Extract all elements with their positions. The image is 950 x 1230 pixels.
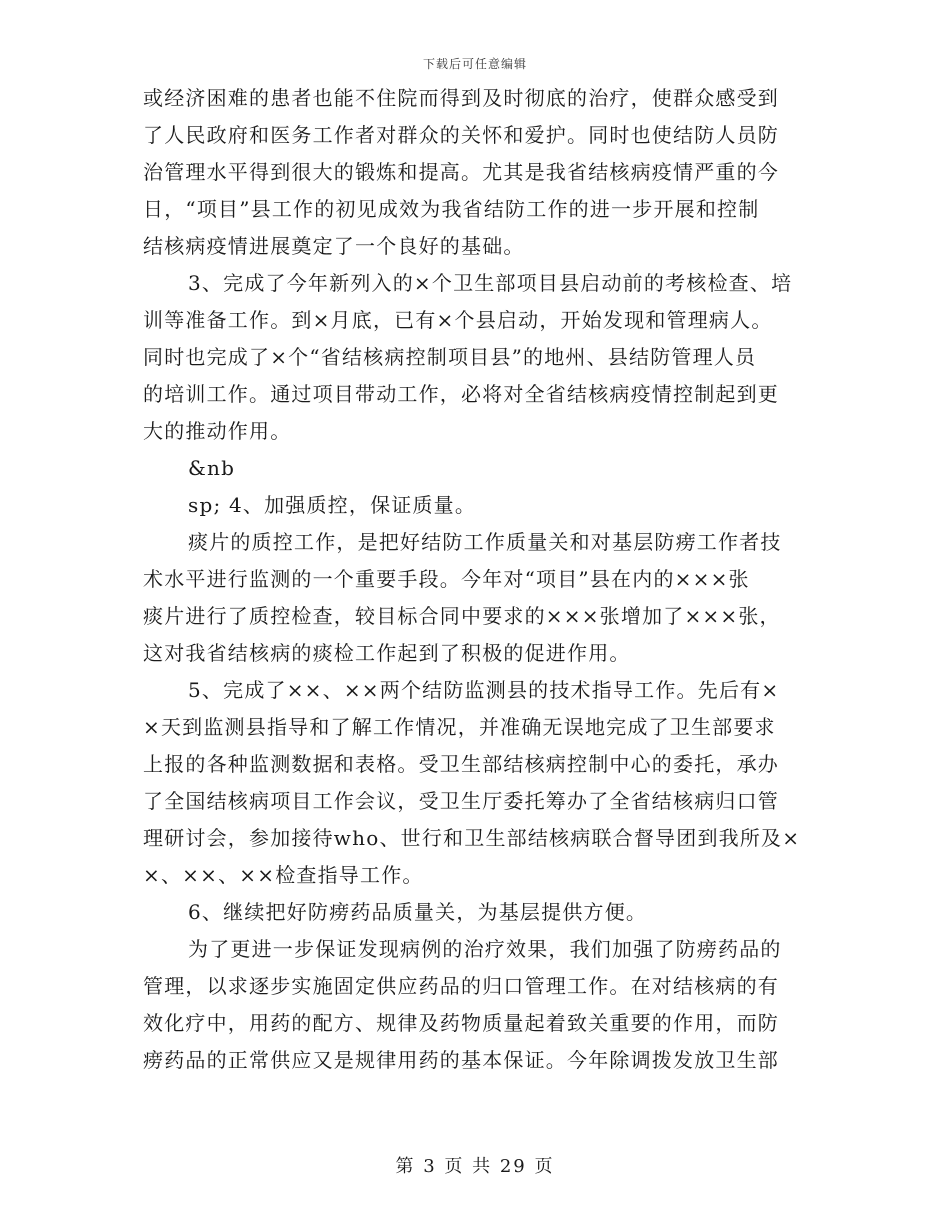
text-line: 6、继续把好防痨药品质量关，为基层提供方便。 xyxy=(188,900,648,924)
text-line: 痰片的质控工作，是把好结防工作质量关和对基层防痨工作者技 xyxy=(188,530,782,554)
text-line: 结核病疫情进展奠定了一个良好的基础。 xyxy=(143,234,525,258)
text-line: 同时也完成了×个“省结核病控制项目县”的地州、县结防管理人员 xyxy=(143,345,757,369)
text-line: 上报的各种监测数据和表格。受卫生部结核病控制中心的委托，承办 xyxy=(143,752,779,776)
text-line: 或经济困难的患者也能不住院而得到及时彻底的治疗，使群众感受到 xyxy=(143,86,779,110)
text-line: 术水平进行监测的一个重要手段。今年对“项目”县在内的×××张 xyxy=(143,567,750,591)
text-line: 了全国结核病项目工作会议，受卫生厅委托筹办了全省结核病归口管 xyxy=(143,789,779,813)
text-line: 大的推动作用。 xyxy=(143,419,292,443)
text-line: 这对我省结核病的痰检工作起到了积极的促进作用。 xyxy=(143,641,631,665)
text-line: 日，“项目”县工作的初见成效为我省结防工作的进一步开展和控制 xyxy=(143,197,760,221)
text-line: 为了更进一步保证发现病例的治疗效果，我们加强了防痨药品的 xyxy=(188,937,782,961)
text-line: 的培训工作。通过项目带动工作，必将对全省结核病疫情控制起到更 xyxy=(143,382,779,406)
text-line: 5、完成了××、××两个结防监测县的技术指导工作。先后有× xyxy=(188,678,780,702)
page-header: 下载后可任意编辑 xyxy=(422,57,527,71)
text-line: 了人民政府和医务工作者对群众的关怀和爱护。同时也使结防人员防 xyxy=(143,123,779,147)
text-line: 3、完成了今年新列入的×个卫生部项目县启动前的考核检查、培 xyxy=(188,271,793,295)
text-line: 痰片进行了质控检查，较目标合同中要求的×××张增加了×××张， xyxy=(143,604,781,628)
document-body xyxy=(143,80,813,1079)
text-line: 治管理水平得到很大的锻炼和提高。尤其是我省结核病疫情严重的今 xyxy=(143,160,779,184)
page-footer: 第 3 页 共 29 页 xyxy=(395,1156,555,1177)
text-line: 理研讨会，参加接待who、世行和卫生部结核病联合督导团到我所及× xyxy=(143,826,801,850)
text-line: 痨药品的正常供应又是规律用药的基本保证。今年除调拨发放卫生部 xyxy=(143,1048,779,1072)
text-line: sp; 4、加强质控，保证质量。 xyxy=(188,493,477,517)
text-line: &nb xyxy=(188,456,236,480)
text-line: 管理，以求逐步实施固定供应药品的归口管理工作。在对结核病的有 xyxy=(143,974,779,998)
text-line: 训等准备工作。到×月底，已有×个县启动，开始发现和管理病人。 xyxy=(143,308,773,332)
text-line: ×天到监测县指导和了解工作情况，并准确无误地完成了卫生部要求 xyxy=(143,715,776,739)
text-line: 效化疗中，用药的配方、规律及药物质量起着致关重要的作用，而防 xyxy=(143,1011,779,1035)
text-line: ×、××、××检查指导工作。 xyxy=(143,863,424,887)
